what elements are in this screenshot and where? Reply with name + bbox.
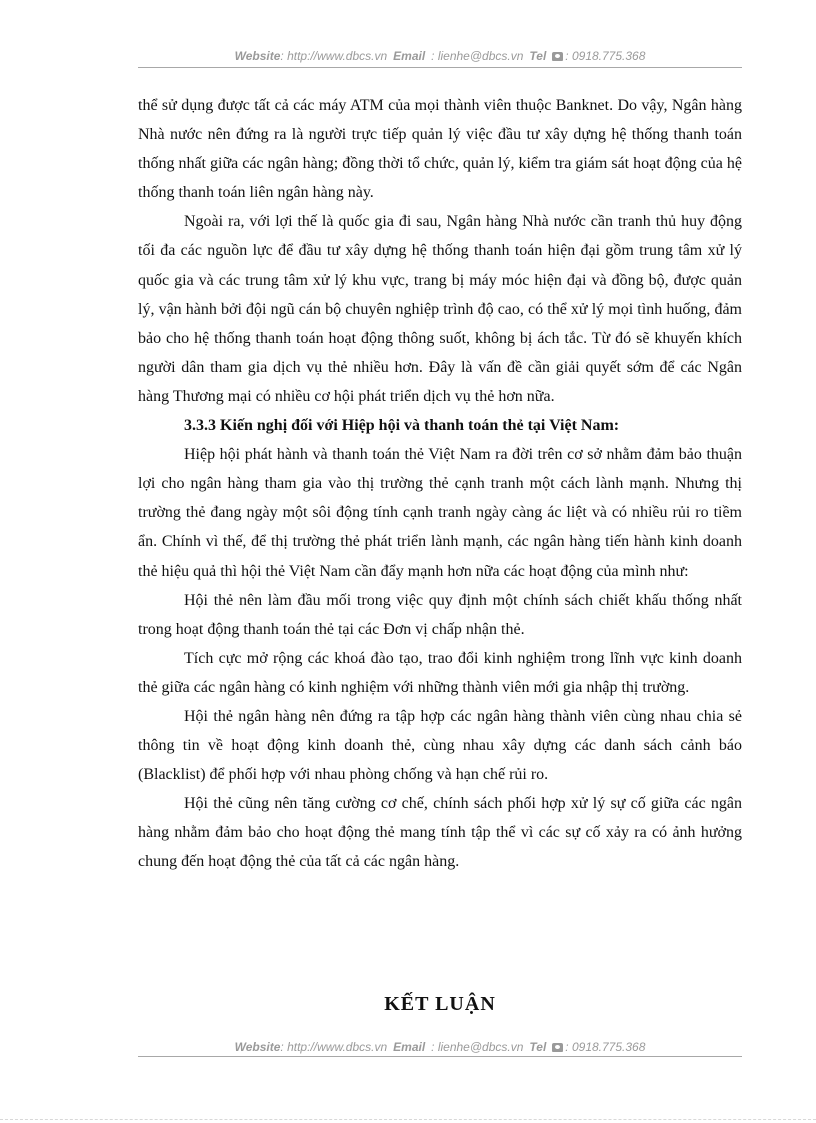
paragraph: Ngoài ra, với lợi thế là quốc gia đi sau, Ngân hàng Nhà nước cần tranh thủ huy động tối đa các nguồn lực để đầu tư xây dựng hệ thống thanh toán hiện đại gồm trung tâm xử lý quốc gia và các trung tâm xử lý khu vực, trang bị máy móc hiện đại và đồng bộ, được quản lý, vận hành bởi đội ngũ cán bộ chuyên nghiệp trình độ cao, có thể xử lý mọi tình huống, đảm bảo cho hệ thống thanh toán hoạt động thông suốt, không bị ách tắc. Từ đó sẽ khuyến khích người dân tham gia dịch vụ thẻ nhiều hơn. Đây là vấn đề cần giải quyết sớm để các Ngân hàng Thương mại có nhiều cơ hội phát triển dịch vụ thẻ hơn nữa.: [138, 213, 742, 405]
phone-icon: [552, 1043, 563, 1052]
header-website-label: Website: [234, 49, 281, 63]
header-website-link[interactable]: : http://www.dbcs.vn: [280, 49, 388, 63]
page-footer: [138, 1039, 742, 1055]
footer-tel-value: : 0918.775.368: [565, 1040, 646, 1054]
section-heading: 3.3.3 Kiến nghị đối với Hiệp hội và thanh toán thẻ tại Việt Nam:: [184, 417, 620, 435]
footer-email-label: Email: [393, 1040, 426, 1054]
footer-website-label: Website: [234, 1040, 281, 1054]
paragraph-continuation: thể sử dụng được tất cả các máy ATM của mọi thành viên thuộc Banknet. Do vậy, Ngân hàng Nhà nước nên đứng ra là người trực tiếp quản lý việc đầu tư xây dựng hệ thống thanh toán thống nhất giữa các ngân hàng; đồng thời tổ chức, quản lý, kiểm tra giám sát hoạt động của hệ thống thanh toán liên ngân hàng này.: [138, 97, 742, 202]
paragraph: Hội thẻ ngân hàng nên đứng ra tập hợp các ngân hàng thành viên cùng nhau chia sẻ thông tin về hoạt động kinh doanh thẻ, cùng nhau xây dựng các danh sách cảnh báo (Blacklist) để phối hợp với nhau phòng chống và hạn chế rủi ro.: [138, 707, 742, 784]
footer-email-link[interactable]: : lienhe@dbcs.vn: [431, 1040, 524, 1054]
page-header: [138, 48, 742, 64]
paragraph: Hiệp hội phát hành và thanh toán thẻ Việt Nam ra đời trên cơ sở nhằm đảm bảo thuận lợi cho ngân hàng tham gia vào thị trường thẻ cạnh tranh một cách lành mạnh. Nhưng thị trường thẻ đang ngày một sôi động tính cạnh tranh ngày càng ác liệt và có nhiều rủi ro tiềm ẩn. Chính vì thế, để thị trường thẻ phát triển lành mạnh, các ngân hàng tiến hành kinh doanh thẻ hiệu quả thì hội thẻ Việt Nam cần đẩy mạnh hơn nữa các hoạt động của mình như:: [138, 446, 742, 580]
phone-icon: [552, 52, 563, 61]
footer-divider: [138, 1056, 742, 1057]
footer-tel-label: Tel: [529, 1040, 547, 1054]
header-email-link[interactable]: : lienhe@dbcs.vn: [431, 49, 524, 63]
page-break-line: [0, 1119, 816, 1120]
header-tel-label: Tel: [529, 49, 547, 63]
footer-website-link[interactable]: : http://www.dbcs.vn: [280, 1040, 388, 1054]
paragraph: Hội thẻ cũng nên tăng cường cơ chế, chính sách phối hợp xử lý sự cố giữa các ngân hàng nhằm đảm bảo cho hoạt động thẻ mang tính tập thể vì các sự cố xảy ra có ảnh hưởng chung đến hoạt động thẻ của tất cả các ngân hàng.: [138, 795, 742, 871]
header-tel-value: : 0918.775.368: [565, 49, 646, 63]
conclusion-title: KẾT LUẬN: [384, 993, 496, 1015]
paragraph: Hội thẻ nên làm đầu mối trong việc quy định một chính sách chiết khấu thống nhất trong hoạt động thanh toán thẻ tại các Đơn vị chấp nhận thẻ.: [138, 591, 742, 638]
header-divider: [138, 67, 742, 68]
paragraph: Tích cực mở rộng các khoá đào tạo, trao đổi kinh nghiệm trong lĩnh vực kinh doanh thẻ giữa các ngân hàng có kinh nghiệm với những thành viên mới gia nhập thị trường.: [138, 649, 742, 696]
document-body: [138, 91, 742, 877]
header-email-label: Email: [393, 49, 426, 63]
